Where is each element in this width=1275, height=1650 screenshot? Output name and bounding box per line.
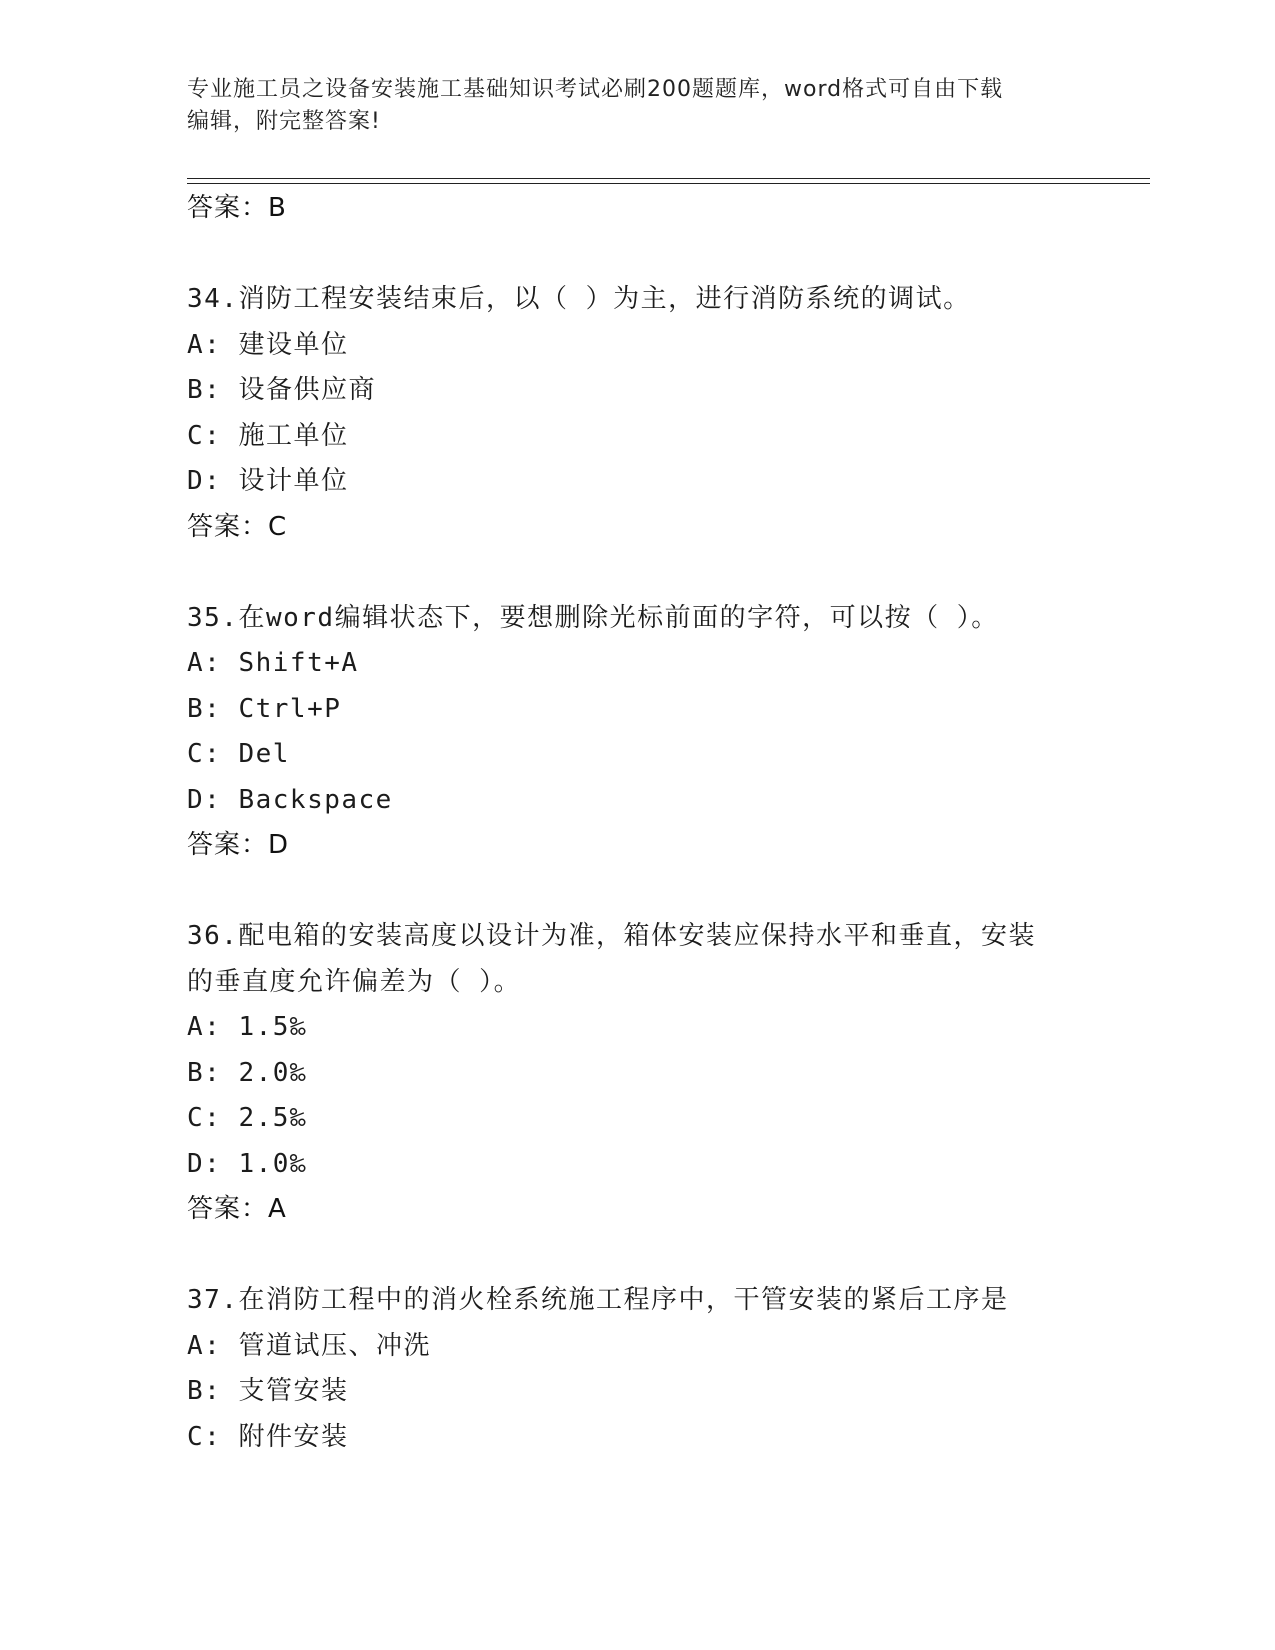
header-title-line-1: 专业施工员之设备安装施工基础知识考试必刷200题题库，word格式可自由下载 xyxy=(187,77,1004,102)
option-c: C: 附件安装 xyxy=(187,1421,349,1452)
option-a: A: 1.5‰ xyxy=(187,1012,308,1042)
question-37 xyxy=(187,1278,1147,1460)
answer: 答案：D xyxy=(187,830,290,860)
question-stem: 35.在word编辑状态下，要想删除光标前面的字符，可以按（ ）。 xyxy=(187,602,999,633)
option-b: B: 设备供应商 xyxy=(187,375,376,405)
option-d: D: 设计单位 xyxy=(187,466,349,496)
answer: 答案：C xyxy=(187,511,288,542)
previous-answer: 答案：B xyxy=(187,193,287,223)
question-list xyxy=(187,186,1147,1460)
question-34 xyxy=(187,277,1147,550)
option-a: A: Shift+A xyxy=(187,648,359,678)
option-b: B: Ctrl+P xyxy=(187,693,342,724)
option-d: D: 1.0‰ xyxy=(187,1148,308,1179)
question-36 xyxy=(187,914,1147,1233)
answer: 答案：A xyxy=(187,1194,287,1224)
header-divider-bottom xyxy=(187,183,1150,184)
option-a: A: 建设单位 xyxy=(187,329,349,360)
question-stem: 34.消防工程安装结束后，以（ ）为主，进行消防系统的调试。 xyxy=(187,284,971,314)
spacer xyxy=(187,869,1147,915)
question-stem: 37.在消防工程中的消火栓系统施工程序中，干管安装的紧后工序是 xyxy=(187,1285,1009,1315)
option-b: B: 支管安装 xyxy=(187,1376,349,1406)
option-a: A: 管道试压、冲洗 xyxy=(187,1330,431,1361)
question-35 xyxy=(187,596,1147,869)
header-title-line-2: 编辑，附完整答案! xyxy=(187,109,381,134)
spacer xyxy=(187,232,1147,278)
page-header xyxy=(187,74,1067,138)
question-stem-continued: 的垂直度允许偏差为（ ）。 xyxy=(187,966,522,997)
question-stem: 36.配电箱的安装高度以设计为准，箱体安装应保持水平和垂直，安装 xyxy=(187,921,1036,951)
option-c: C: Del xyxy=(187,739,290,769)
option-c: C: 2.5‰ xyxy=(187,1103,308,1133)
spacer xyxy=(187,550,1147,596)
option-c: C: 施工单位 xyxy=(187,420,349,451)
spacer xyxy=(187,1233,1147,1279)
option-b: B: 2.0‰ xyxy=(187,1057,308,1088)
option-d: D: Backspace xyxy=(187,784,393,815)
header-divider-top xyxy=(187,178,1150,179)
